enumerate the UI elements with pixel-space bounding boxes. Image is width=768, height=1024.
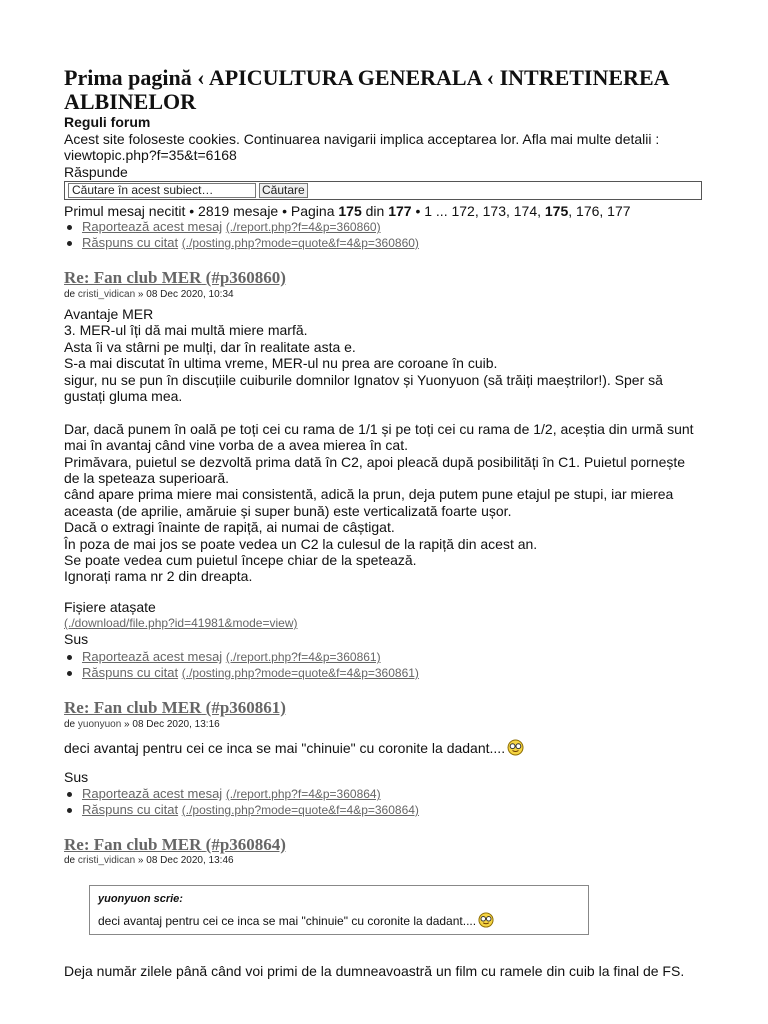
post-line: Asta îi va stârni pe mulți, dar în realitate asta e.	[64, 338, 356, 355]
post-line: Dacă o extragi înainte de rapiță, ai numai de câștigat.	[64, 519, 395, 536]
post-actions-list	[64, 786, 419, 818]
report-url[interactable]: (./report.php?f=4&p=360861)	[225, 650, 381, 664]
post-byline	[64, 289, 234, 301]
post-content	[64, 739, 704, 759]
post-content	[64, 306, 704, 585]
attachments-label: Fișiere atașate	[64, 599, 156, 615]
post-line: gustați gluma mea.	[64, 388, 183, 405]
back-to-top-link[interactable]: Sus	[64, 769, 89, 785]
post-line: Avantaje MER	[64, 306, 154, 322]
byline-prefix: de	[64, 855, 78, 866]
list-item	[64, 665, 419, 681]
pagination-summary: Primul mesaj necitit • 2819 mesaje • Pagina	[64, 203, 339, 219]
attachment-link[interactable]: (./download/file.php?id=41981&mode=view)	[64, 616, 298, 630]
post-actions-list	[64, 649, 419, 681]
post-anchor[interactable]: (#p360864)	[205, 835, 286, 854]
cookie-link[interactable]: viewtopic.php?f=35&t=6168	[64, 147, 237, 163]
post-line: 3. MER-ul îți dă mai multă miere marfă.	[64, 322, 308, 339]
quote-reply-link[interactable]: Răspuns cu citat	[82, 235, 179, 250]
post-byline	[64, 855, 234, 867]
author-link[interactable]: cristi_vidican	[77, 289, 136, 300]
post-line-blank	[64, 404, 704, 420]
nerd-smiley-icon	[507, 739, 524, 759]
report-url[interactable]: (./report.php?f=4&p=360864)	[225, 787, 381, 801]
report-link[interactable]: Raportează acest mesaj	[82, 786, 223, 801]
search-input[interactable]: Căutare în acest subiect…	[68, 183, 256, 198]
post-date: » 08 Dec 2020, 10:34	[135, 289, 234, 300]
quote-reply-url[interactable]: (./posting.php?mode=quote&f=4&p=360861)	[181, 666, 419, 680]
post-line: când apare prima miere mai consistentă, adică la prun, deja putem pune etajul pe stupi, iar mierea	[64, 486, 674, 503]
author-link[interactable]: cristi_vidican	[77, 855, 136, 866]
author-link[interactable]: yuonyuon	[77, 719, 122, 730]
quote-reply-url[interactable]: (./posting.php?mode=quote&f=4&p=360864)	[181, 803, 419, 817]
active-page: 175	[544, 203, 569, 219]
search-form	[64, 181, 702, 200]
quote-reply-link[interactable]: Răspuns cu citat	[82, 802, 179, 817]
top-actions-list	[64, 219, 419, 251]
post-title-text[interactable]: Re: Fan club MER	[64, 835, 202, 854]
post-date: » 08 Dec 2020, 13:16	[121, 719, 220, 730]
post-date: » 08 Dec 2020, 13:46	[135, 855, 234, 866]
current-page: 175	[338, 203, 362, 219]
post-line: Dar, dacă punem în oală pe toți cei cu rama de 1/1 și pe toți cei cu rama de 1/2, aceștia din urmă sunt	[64, 420, 694, 437]
quote-text-content: deci avantaj pentru cei ce inca se mai "chinuie" cu coronite la dadant....	[98, 914, 477, 928]
back-to-top-link[interactable]: Sus	[64, 631, 89, 647]
reply-link[interactable]: Răspunde	[64, 164, 128, 180]
quote-text	[98, 912, 580, 932]
report-link[interactable]: Raportează acest mesaj	[82, 219, 223, 234]
list-item	[64, 219, 419, 235]
post-content	[64, 963, 704, 979]
post-line: mai în avantaj când vine vorba de a avea mierea în cat.	[64, 437, 408, 454]
quote-reply-link[interactable]: Răspuns cu citat	[82, 665, 179, 680]
byline-prefix: de	[64, 289, 78, 300]
list-item	[64, 786, 419, 802]
post-byline	[64, 719, 220, 731]
post-line: aceasta (de aprilie, amăruie și super bună) este verticalizată foarte ușor.	[64, 502, 512, 519]
pagination	[64, 203, 631, 220]
post-title[interactable]	[64, 268, 286, 288]
post-line: Ignorați rama nr 2 din dreapta.	[64, 568, 253, 585]
byline-prefix: de	[64, 719, 78, 730]
report-link[interactable]: Raportează acest mesaj	[82, 649, 223, 664]
page-links-tail[interactable]: , 176, 177	[568, 203, 631, 219]
attachment	[64, 616, 298, 630]
post-anchor[interactable]: (#p360860)	[205, 268, 286, 287]
nerd-smiley-icon	[478, 912, 494, 932]
search-button[interactable]: Căutare	[259, 183, 308, 198]
total-pages: 177	[388, 203, 412, 219]
pagination-of: din	[361, 203, 389, 219]
post-text: Deja număr zilele până când voi primi de la dumneavoastră un film cu ramele din cuib la final de FS.	[64, 963, 685, 979]
post-anchor[interactable]: (#p360861)	[205, 698, 286, 717]
post-line: În poza de mai jos se poate vedea un C2 la culesul de la rapiță din acest an.	[64, 535, 538, 552]
list-item	[64, 649, 419, 665]
quote-block	[89, 885, 589, 935]
forum-rules-link[interactable]: Reguli forum	[64, 114, 151, 130]
report-url[interactable]: (./report.php?f=4&p=360860)	[225, 220, 381, 234]
post-title[interactable]	[64, 835, 286, 855]
post-text: deci avantaj pentru cei ce inca se mai "chinuie" cu coronite la dadant....	[64, 740, 506, 756]
post-line: Primăvara, puietul se dezvoltă prima dată în C2, apoi pleacă după posibilități în C1. Puietul pornește	[64, 453, 686, 470]
quote-author: yuonyuon scrie:	[98, 893, 183, 905]
post-line: S-a mai discutat în ultima vreme, MER-ul nu prea are coroane în cuib.	[64, 355, 498, 372]
post-title-text[interactable]: Re: Fan club MER	[64, 698, 202, 717]
post-title-text[interactable]: Re: Fan club MER	[64, 268, 202, 287]
post-line: Se poate vedea cum puietul începe chiar de la spetează.	[64, 552, 417, 569]
list-item	[64, 235, 419, 251]
page-title: Prima pagină ‹ APICULTURA GENERALA ‹ INTRETINEREA ALBINELOR	[64, 65, 669, 114]
list-item	[64, 802, 419, 818]
cookie-notice: Acest site foloseste cookies. Continuarea navigarii implica acceptarea lor. Afla mai multe detalii :	[64, 131, 660, 147]
page-links[interactable]: • 1 ... 172, 173, 174,	[411, 203, 545, 219]
post-title[interactable]	[64, 698, 286, 718]
quote-reply-url[interactable]: (./posting.php?mode=quote&f=4&p=360860)	[181, 236, 419, 250]
post-line: de la speteaza superioară.	[64, 470, 229, 487]
post-line: sigur, nu se pun în discuțiile cuiburile domnilor Ignatov și Yuonyuon (să trăiți maeștrilor!). Sper să	[64, 371, 663, 388]
